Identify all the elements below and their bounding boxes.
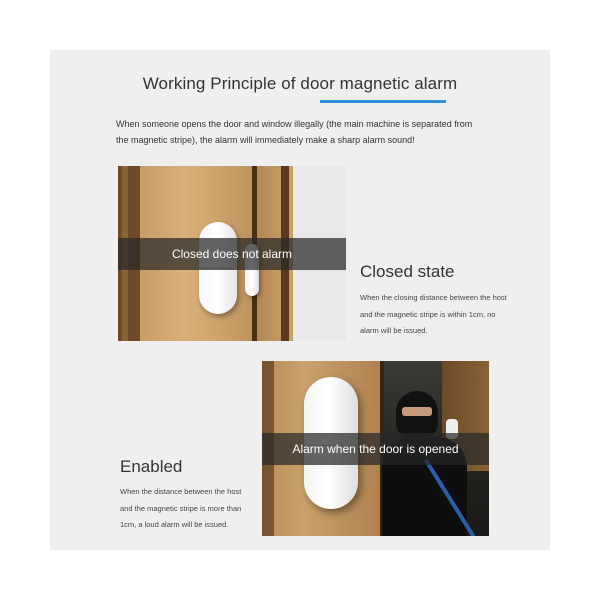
intruder-eyes (402, 407, 432, 416)
enabled-state-title: Enabled (120, 457, 183, 476)
opened-banner: Alarm when the door is opened (262, 433, 489, 465)
page-title: Working Principle of door magnetic alarm (142, 74, 458, 93)
title-underline (320, 100, 446, 103)
closed-banner: Closed does not alarm (118, 238, 346, 270)
closed-state-title: Closed state (360, 262, 455, 281)
content-panel (50, 50, 550, 550)
enabled-state-description: When the distance between the host and the magnetic stripe is more than 1cm, a loud alarm will be issued. (120, 487, 242, 529)
closed-state-description: When the closing distance between the host and the magnetic stripe is within 1cm, no alarm will be issued. (360, 293, 507, 335)
intro-text: When someone opens the door and window illegally (the main machine is separated from the magnetic stripe), the alarm will immediately make a sharp alarm sound! (116, 119, 473, 145)
